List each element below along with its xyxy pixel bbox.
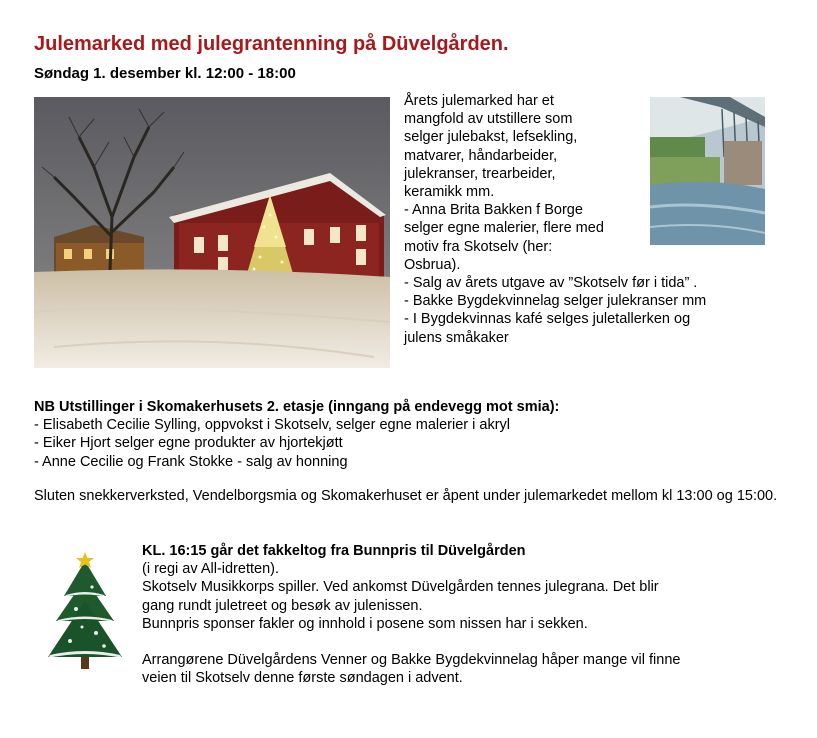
- closing-line: veien til Skotselv denne første søndagen i advent.: [142, 670, 463, 687]
- intro-line: motiv fra Skotselv (her:: [404, 238, 553, 255]
- torch-line: Skotselv Musikkorps spiller. Ved ankomst Düvelgården tennes julegrana. Det blir: [142, 579, 659, 596]
- event-date: Søndag 1. desember kl. 12:00 - 18:00: [34, 65, 296, 82]
- intro-line: - Salg av årets utgave av ”Skotselv før i tida” .: [404, 275, 698, 292]
- torch-line: gang rundt juletreet og besøk av julenissen.: [142, 597, 423, 614]
- torch-line: Bunnpris sponser fakler og innhold i posene som nissen har i sekken.: [142, 615, 588, 632]
- exhibitions-item: - Anne Cecilie og Frank Stokke - salg av honning: [34, 453, 348, 470]
- exhibitions-item: - Elisabeth Cecilie Sylling, oppvokst i Skotselv, selger egne malerier i akryl: [34, 417, 511, 434]
- torch-heading: KL. 16:15 går det fakkeltog fra Bunnpris til Düvelgården: [142, 543, 526, 559]
- intro-line: selger julebakst, lefsekling,: [404, 129, 578, 146]
- farmhouse-photo: [34, 97, 390, 368]
- paragraph-gap: [142, 633, 782, 651]
- intro-line: - Anna Brita Bakken f Borge: [404, 202, 583, 219]
- intro-line: mangfold av utstillere som: [404, 111, 573, 128]
- intro-line: julens småkaker: [404, 329, 509, 346]
- torch-line: (i regi av All-idretten).: [142, 561, 279, 578]
- intro-line: selger egne malerier, flere med: [404, 220, 604, 237]
- opening-hours-text: Sluten snekkerverksted, Vendelborgsmia og Skomakerhuset er åpent under julemarkedet mellom kl 13:00 og 15:00.: [34, 488, 778, 504]
- page-title: Julemarked med julegrantenning på Düvelgården.: [34, 33, 509, 55]
- intro-line: - Bakke Bygdekvinnelag selger julekranser mm: [404, 293, 707, 310]
- intro-line: Osbrua).: [404, 256, 461, 273]
- christmas-tree-icon: [44, 551, 126, 673]
- exhibitions-section: [34, 398, 794, 471]
- intro-text: [404, 92, 764, 347]
- intro-line: matvarer, håndarbeider,: [404, 147, 558, 164]
- intro-line: Årets julemarked har et: [404, 93, 554, 109]
- exhibitions-item: - Eiker Hjort selger egne produkter av hjortekjøtt: [34, 435, 343, 452]
- intro-line: keramikk mm.: [404, 184, 495, 201]
- intro-line: julekranser, trearbeider,: [404, 165, 556, 182]
- closing-line: Arrangørene Düvelgårdens Venner og Bakke Bygdekvinnelag håper mange vil finne: [142, 652, 681, 669]
- exhibitions-heading: NB Utstillinger i Skomakerhusets 2. etasje (inngang på endevegg mot smia):: [34, 399, 560, 415]
- torch-parade-section: [142, 542, 782, 687]
- intro-line: - I Bygdekvinnas kafé selges juletallerken og: [404, 311, 691, 328]
